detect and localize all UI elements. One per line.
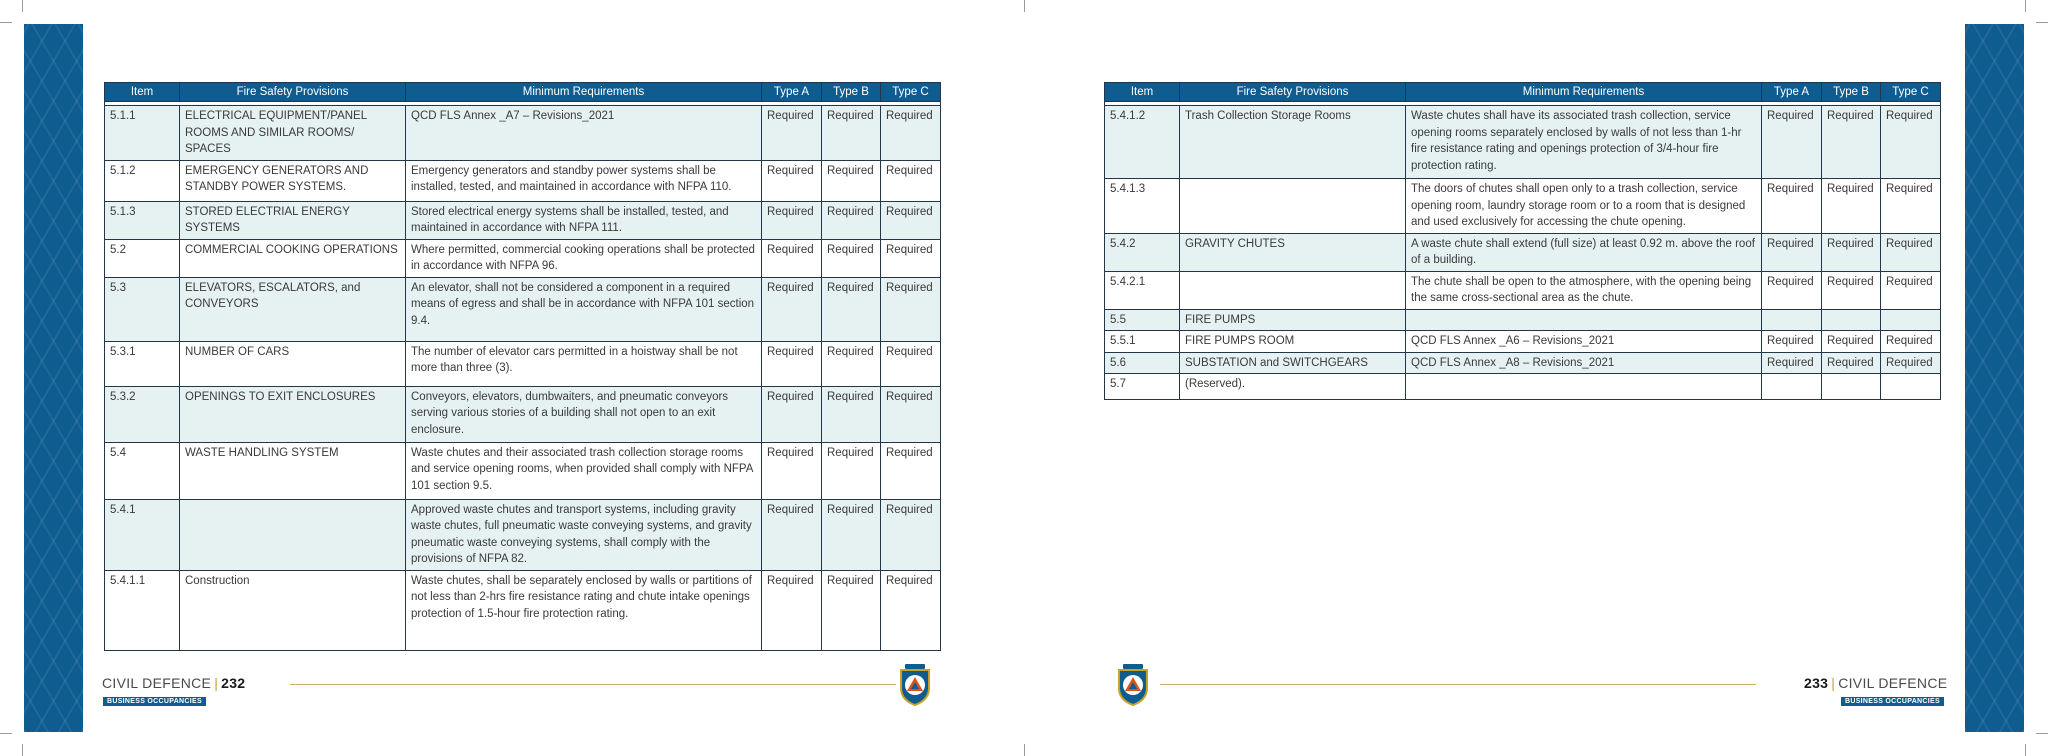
item-number: 5.1.3 [105, 201, 180, 239]
type-c-value: Required [881, 341, 941, 386]
type-c-value: Required [881, 160, 941, 201]
provision [1180, 271, 1406, 309]
column-header-provisions: Fire Safety Provisions [1180, 83, 1406, 102]
type-c-value: Required [881, 239, 941, 277]
type-c-value [1881, 374, 1941, 400]
provision: OPENINGS TO EXIT ENCLOSURES [180, 386, 406, 442]
type-b-value [1822, 309, 1881, 331]
column-header-type-a: Type A [1762, 83, 1822, 102]
left-section-badge: BUSINESS OCCUPANCIES [103, 697, 206, 706]
requirement: An elevator, shall not be considered a component in a required means of egress and shall be in accordance with NFPA 101 section 9.4. [406, 277, 762, 341]
table-row [1105, 309, 1941, 331]
type-c-value: Required [881, 106, 941, 161]
type-a-value: Required [762, 201, 822, 239]
table-row [105, 386, 941, 442]
provision: (Reserved). [1180, 374, 1406, 400]
left-decorative-sidebar [24, 24, 83, 732]
type-b-value [1822, 374, 1881, 400]
right-footer-rule [1160, 684, 1756, 685]
type-b-value: Required [822, 570, 881, 650]
item-number: 5.3.2 [105, 386, 180, 442]
item-number: 5.5 [1105, 309, 1180, 331]
footer-brand: CIVIL DEFENCE [1838, 675, 1948, 691]
type-c-value: Required [1881, 352, 1941, 374]
provision: FIRE PUMPS [1180, 309, 1406, 331]
page-number: 233 [1804, 675, 1829, 691]
type-c-value [1881, 309, 1941, 331]
requirement: QCD FLS Annex _A8 – Revisions_2021 [1406, 352, 1762, 374]
table-row [1105, 106, 1941, 179]
crop-mark [22, 744, 23, 756]
crop-mark [1024, 0, 1025, 12]
civil-defence-emblem-icon [895, 662, 935, 706]
table-row [105, 442, 941, 499]
type-a-value: Required [762, 570, 822, 650]
item-number: 5.4.2.1 [1105, 271, 1180, 309]
provision: Trash Collection Storage Rooms [1180, 106, 1406, 179]
item-number: 5.1.2 [105, 160, 180, 201]
provision: STORED ELECTRIAL ENERGY SYSTEMS [180, 201, 406, 239]
item-number: 5.4.1.1 [105, 570, 180, 650]
table-row [1105, 331, 1941, 353]
requirement: Emergency generators and standby power systems shall be installed, tested, and maintained in accordance with NFPA 110. [406, 160, 762, 201]
requirement [1406, 374, 1762, 400]
civil-defence-emblem-icon [1113, 662, 1153, 706]
type-a-value: Required [1762, 331, 1822, 353]
type-a-value: Required [762, 386, 822, 442]
table-row [1105, 179, 1941, 234]
crop-mark [2025, 744, 2026, 756]
right-footer-title [1804, 675, 1947, 691]
type-b-value: Required [822, 239, 881, 277]
type-a-value: Required [762, 239, 822, 277]
crop-mark [1024, 744, 1025, 756]
right-decorative-sidebar [1965, 24, 2024, 732]
column-header-item: Item [105, 83, 180, 102]
requirement: QCD FLS Annex _A7 – Revisions_2021 [406, 106, 762, 161]
type-a-value [1762, 309, 1822, 331]
type-a-value: Required [1762, 352, 1822, 374]
type-c-value: Required [881, 201, 941, 239]
right-section-badge: BUSINESS OCCUPANCIES [1841, 697, 1944, 706]
type-b-value: Required [822, 160, 881, 201]
column-header-provisions: Fire Safety Provisions [180, 83, 406, 102]
table-row [1105, 374, 1941, 400]
type-b-value: Required [822, 386, 881, 442]
type-c-value: Required [881, 570, 941, 650]
requirement: Approved waste chutes and transport systems, including gravity waste chutes, full pneumatic waste conveying systems, and gravity pneumatic waste conveying systems, shall comply with the provisions of NFPA 82. [406, 499, 762, 570]
column-header-type-c: Type C [881, 83, 941, 102]
provision [1180, 179, 1406, 234]
provision: SUBSTATION and SWITCHGEARS [1180, 352, 1406, 374]
table-row [1105, 271, 1941, 309]
provision: EMERGENCY GENERATORS AND STANDBY POWER SYSTEMS. [180, 160, 406, 201]
type-a-value: Required [1762, 179, 1822, 234]
footer-separator: | [214, 675, 219, 691]
item-number: 5.4.2 [1105, 233, 1180, 271]
type-a-value: Required [1762, 106, 1822, 179]
provision: NUMBER OF CARS [180, 341, 406, 386]
requirement: Waste chutes shall have its associated trash collection, service opening rooms separately enclosed by walls of not less than 1-hr fire resistance rating and openings protection of 3/4-hour fire protection rating. [1406, 106, 1762, 179]
item-number: 5.3.1 [105, 341, 180, 386]
left-footer-rule [290, 684, 896, 685]
provision: ELEVATORS, ESCALATORS, and CONVEYORS [180, 277, 406, 341]
provision: COMMERCIAL COOKING OPERATIONS [180, 239, 406, 277]
type-a-value [1762, 374, 1822, 400]
type-b-value: Required [1822, 352, 1881, 374]
type-b-value: Required [822, 106, 881, 161]
requirement: A waste chute shall extend (full size) at least 0.92 m. above the roof of a building. [1406, 233, 1762, 271]
table-row [105, 239, 941, 277]
type-b-value: Required [1822, 271, 1881, 309]
type-c-value: Required [881, 277, 941, 341]
item-number: 5.4 [105, 442, 180, 499]
left-fire-safety-table [104, 82, 941, 651]
item-number: 5.1.1 [105, 106, 180, 161]
type-b-value: Required [822, 201, 881, 239]
table-row [105, 341, 941, 386]
page-number: 232 [221, 675, 246, 691]
crop-mark [2036, 733, 2048, 734]
left-footer-title [102, 675, 245, 691]
requirement: QCD FLS Annex _A6 – Revisions_2021 [1406, 331, 1762, 353]
type-a-value: Required [1762, 271, 1822, 309]
type-b-value: Required [822, 277, 881, 341]
table-row [105, 201, 941, 239]
type-b-value: Required [822, 499, 881, 570]
type-b-value: Required [1822, 106, 1881, 179]
crop-mark [2036, 22, 2048, 23]
footer-separator: | [1831, 675, 1836, 691]
type-a-value: Required [762, 499, 822, 570]
item-number: 5.5.1 [1105, 331, 1180, 353]
provision: WASTE HANDLING SYSTEM [180, 442, 406, 499]
column-header-type-b: Type B [822, 83, 881, 102]
provision: Construction [180, 570, 406, 650]
type-b-value: Required [1822, 179, 1881, 234]
table-row [105, 570, 941, 650]
item-number: 5.2 [105, 239, 180, 277]
table-row [105, 106, 941, 161]
type-c-value: Required [1881, 179, 1941, 234]
table-row [105, 160, 941, 201]
table-header-row [1105, 83, 1941, 102]
type-a-value: Required [762, 277, 822, 341]
column-header-requirements: Minimum Requirements [406, 83, 762, 102]
table-row [1105, 233, 1941, 271]
provision: FIRE PUMPS ROOM [1180, 331, 1406, 353]
type-c-value: Required [881, 386, 941, 442]
table-header-row [105, 83, 941, 102]
type-a-value: Required [762, 160, 822, 201]
table-row [105, 277, 941, 341]
type-b-value: Required [822, 341, 881, 386]
item-number: 5.3 [105, 277, 180, 341]
requirement: The number of elevator cars permitted in a hoistway shall be not more than three (3). [406, 341, 762, 386]
item-number: 5.7 [1105, 374, 1180, 400]
type-b-value: Required [822, 442, 881, 499]
type-c-value: Required [1881, 106, 1941, 179]
column-header-type-a: Type A [762, 83, 822, 102]
crop-mark [2025, 0, 2026, 12]
item-number: 5.6 [1105, 352, 1180, 374]
column-header-type-b: Type B [1822, 83, 1881, 102]
table-row [105, 499, 941, 570]
type-c-value: Required [881, 442, 941, 499]
table-row [1105, 352, 1941, 374]
type-b-value: Required [1822, 331, 1881, 353]
footer-brand: CIVIL DEFENCE [102, 675, 212, 691]
provision: ELECTRICAL EQUIPMENT/PANEL ROOMS AND SIMILAR ROOMS/ SPACES [180, 106, 406, 161]
column-header-requirements: Minimum Requirements [1406, 83, 1762, 102]
requirement: Stored electrical energy systems shall be installed, tested, and maintained in accordance with NFPA 111. [406, 201, 762, 239]
requirement: Waste chutes and their associated trash collection storage rooms and service opening rooms, when provided shall comply with NFPA 101 section 9.5. [406, 442, 762, 499]
type-a-value: Required [762, 341, 822, 386]
right-fire-safety-table [1104, 82, 1941, 400]
type-c-value: Required [1881, 331, 1941, 353]
provision [180, 499, 406, 570]
type-c-value: Required [1881, 271, 1941, 309]
provision: GRAVITY CHUTES [1180, 233, 1406, 271]
requirement: Waste chutes, shall be separately enclosed by walls or partitions of not less than 2-hrs fire resistance rating and chute intake openings protection of 1.5-hour fire protection rating. [406, 570, 762, 650]
type-a-value: Required [1762, 233, 1822, 271]
requirement: The chute shall be open to the atmosphere, with the opening being the same cross-sectional area as the chute. [1406, 271, 1762, 309]
type-c-value: Required [1881, 233, 1941, 271]
requirement: Conveyors, elevators, dumbwaiters, and pneumatic conveyors serving various stories of a building shall not open to an exit enclosure. [406, 386, 762, 442]
crop-mark [22, 0, 23, 12]
column-header-type-c: Type C [1881, 83, 1941, 102]
item-number: 5.4.1.2 [1105, 106, 1180, 179]
requirement [1406, 309, 1762, 331]
requirement: Where permitted, commercial cooking operations shall be protected in accordance with NFPA 96. [406, 239, 762, 277]
crop-mark [0, 733, 12, 734]
type-c-value: Required [881, 499, 941, 570]
type-b-value: Required [1822, 233, 1881, 271]
crop-mark [0, 22, 12, 23]
item-number: 5.4.1 [105, 499, 180, 570]
requirement: The doors of chutes shall open only to a trash collection, service opening room, laundry storage room or to a room that is designed and used exclusively for accessing the chute opening. [1406, 179, 1762, 234]
type-a-value: Required [762, 442, 822, 499]
column-header-item: Item [1105, 83, 1180, 102]
item-number: 5.4.1.3 [1105, 179, 1180, 234]
type-a-value: Required [762, 106, 822, 161]
